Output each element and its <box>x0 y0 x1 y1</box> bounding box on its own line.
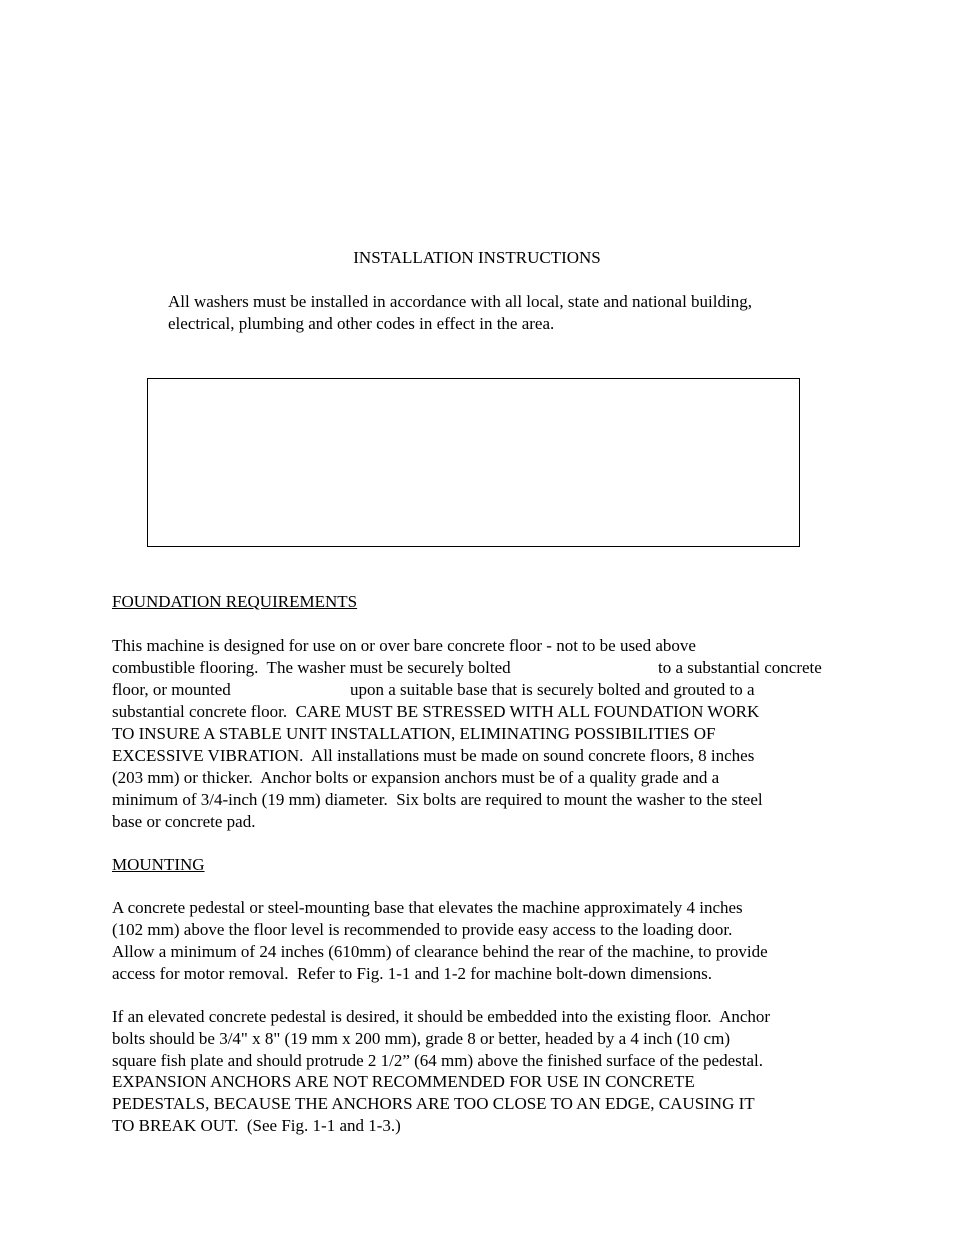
foundation-line: TO INSURE A STABLE UNIT INSTALLATION, ELIMINATING POSSIBILITIES OF <box>112 724 716 743</box>
mounting-line: square fish plate and should protrude 2 1/2” (64 mm) above the finished surface of the pedestal. <box>112 1051 763 1070</box>
intro-line: electrical, plumbing and other codes in effect in the area. <box>168 314 555 333</box>
foundation-line: EXCESSIVE VIBRATION. All installations must be made on sound concrete floors, 8 inches <box>112 746 755 765</box>
mounting-line: access for motor removal. Refer to Fig. 1-1 and 1-2 for machine bolt-down dimensions. <box>112 964 713 983</box>
intro-line: All washers must be installed in accordance with all local, state and national building, <box>168 292 752 311</box>
foundation-line: substantial concrete floor. CARE MUST BE STRESSED WITH ALL FOUNDATION WORK <box>112 702 760 721</box>
mounting-line: PEDESTALS, BECAUSE THE ANCHORS ARE TOO CLOSE TO AN EDGE, CAUSING IT <box>112 1094 755 1113</box>
foundation-line: minimum of 3/4-inch (19 mm) diameter. Six bolts are required to mount the washer to the steel <box>112 790 763 809</box>
mounting-line: TO BREAK OUT. (See Fig. 1-1 and 1-3.) <box>112 1116 401 1135</box>
mounting-line: EXPANSION ANCHORS ARE NOT RECOMMENDED FOR USE IN CONCRETE <box>112 1072 695 1091</box>
mounting-line: (102 mm) above the floor level is recommended to provide easy access to the loading door. <box>112 920 733 939</box>
mounting-line: Allow a minimum of 24 inches (610mm) of clearance behind the rear of the machine, to provide <box>112 942 768 961</box>
foundation-line: This machine is designed for use on or over bare concrete floor - not to be used above <box>112 636 696 655</box>
mounting-line: bolts should be 3/4" x 8" (19 mm x 200 mm), grade 8 or better, headed by a 4 inch (10 cm) <box>112 1029 730 1048</box>
mounting-heading: MOUNTING <box>112 855 205 874</box>
foundation-line: floor, or mounted <box>112 680 231 699</box>
foundation-heading: FOUNDATION REQUIREMENTS <box>112 592 358 611</box>
foundation-line: (203 mm) or thicker. Anchor bolts or expansion anchors must be of a quality grade and a <box>112 768 720 787</box>
foundation-line: base or concrete pad. <box>112 812 256 831</box>
notice-box <box>147 378 800 547</box>
mounting-line: If an elevated concrete pedestal is desired, it should be embedded into the existing floor. Anchor <box>112 1007 771 1026</box>
page-title: INSTALLATION INSTRUCTIONS <box>353 248 601 267</box>
mounting-line: A concrete pedestal or steel-mounting base that elevates the machine approximately 4 inches <box>112 898 743 917</box>
foundation-line: upon a suitable base that is securely bolted and grouted to a <box>350 680 755 699</box>
foundation-line: to a substantial concrete <box>658 658 822 677</box>
foundation-line: combustible flooring. The washer must be securely bolted <box>112 658 511 677</box>
